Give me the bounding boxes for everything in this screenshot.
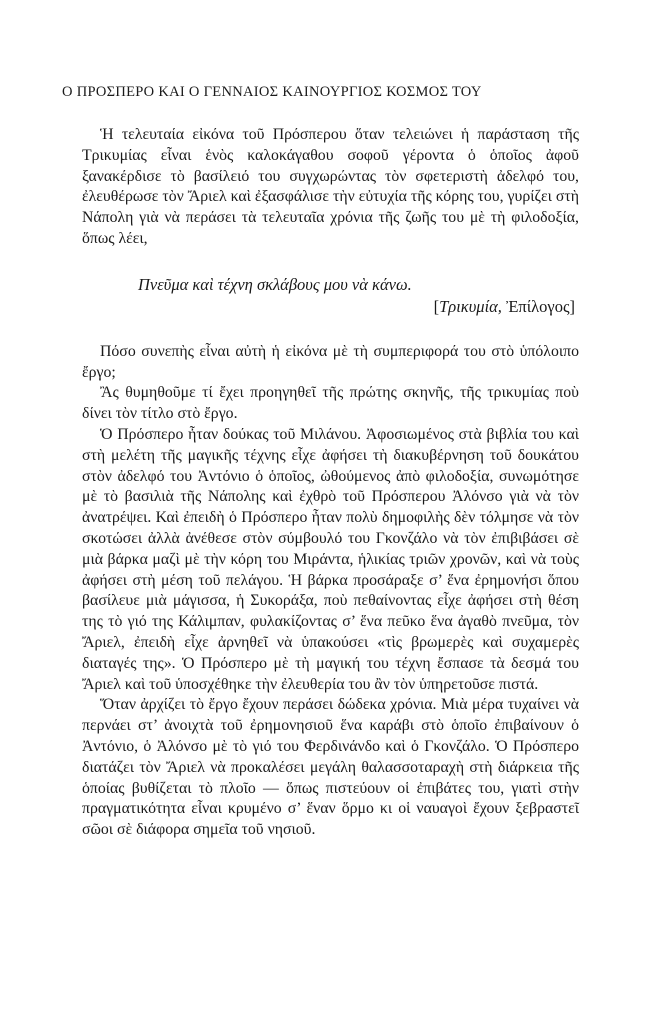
paragraph-1: Ἡ τελευταία εἰκόνα τοῦ Πρόσπερου ὅταν τελειώνει ἡ παράσταση τῆς Τρικυμίας εἶναι ἑνὸς καλοκάγαθου σοφοῦ γέροντα ὁ ὁποῖος ἀφοῦ ξανακέρδισε τὸ βασίλειό του συγχωρώντας τὸν σφετεριστὴ ἀδελφό του, ἐλευθέρωσε τὸν Ἄριελ καὶ ἐξασφάλισε τὴν εὐτυχία τῆς κόρης του, γυρίζει στὴ Νάπολη γιὰ νὰ περάσει τὰ τελευταῖα χρόνια τῆς ζωῆς του μὲ τὴ φιλοδοξία, ὅπως λέει, <box>82 126 579 247</box>
quote-source-title: Τρικυμία, <box>439 296 502 316</box>
quote-source <box>82 296 579 318</box>
spacer <box>82 318 579 342</box>
paragraph-2: Πόσο συνεπὴς εἶναι αὐτὴ ἡ εἰκόνα μὲ τὴ συμπεριφορά του στὸ ὑπόλοιπο ἔργο; <box>82 342 579 381</box>
quote-source-part: Ἐπίλογος] <box>501 296 575 316</box>
body-text <box>82 125 579 841</box>
paragraph-4: Ὁ Πρόσπερο ἦταν δούκας τοῦ Μιλάνου. Ἀφοσιωμένος στὰ βιβλία του καὶ στὴ μελέτη τῆς μαγικῆς τέχνης εἶχε ἀφήσει τὴ διακυβέρνηση τοῦ δουκάτου στὸν ἀδελφό του Ἀντόνιο ὁ ὁποῖος, ὠθούμενος ἀπὸ φιλοδοξία, συνωμότησε μὲ τὸ βασιλιὰ τῆς Νάπολης καὶ ἐχθρὸ τοῦ Πρόσπερου Ἀλόνσο γιὰ νὰ τὸν ἀνατρέψει. Καὶ ἐπειδὴ ὁ Πρόσπερο ἦταν πολὺ δημοφιλὴς δὲν τόλμησε νὰ τὸν σκοτώσει ἀλλὰ ἀνέθεσε στὸν σύμβουλό του Γκονζάλο νὰ τὸν ἐπιβιβάσει σὲ μιὰ βάρκα μαζὶ μὲ τὴν κόρη του Μιράντα, ἡλικίας τριῶν χρονῶν, καὶ νὰ τοὺς ἀφήσει στὴ μέση τοῦ πελάγου. Ἡ βάρκα προσάραξε σ’ ἕνα ἐρημονήσι ὅπου βασίλευε μιὰ μάγισσα, ἡ Συκοράξα, ποὺ πεθαίνοντας εἶχε ἀφήσει στὴ θέση της τὸ γιό της Κάλιμπαν, φυλακίζοντας σ’ ἕνα πεῦκο ἕνα ἀγαθὸ πνεῦμα, τὸν Ἄριελ, ἐπειδὴ εἶχε ἀρνηθεῖ νὰ ὑπακούσει «τὶς βρωμερὲς καὶ συχαμερὲς διαταγές της». Ὁ Πρόσπερο μὲ τὴ μαγική του τέχνη ἔσπασε τὰ δεσμά του Ἄριελ καὶ τοῦ ὑποσχέθηκε τὴν ἐλευθερία του ἂν τὸν ὑπηρετοῦσε πιστά. <box>82 425 579 693</box>
running-head: Ο ΠΡΟΣΠΕΡΟ ΚΑΙ Ο ΓΕΝΝΑΙΟΣ ΚΑΙΝΟΥΡΓΙΟΣ ΚΟΣΜΟΣ ΤΟΥ <box>62 84 482 100</box>
spacer <box>82 250 579 274</box>
paragraph-5: Ὅταν ἀρχίζει τὸ ἔργο ἔχουν περάσει δώδεκα χρόνια. Μιὰ μέρα τυχαίνει νὰ περνάει στ’ ἀνοιχτὰ τοῦ ἐρημονησιοῦ ἕνα καράβι στὸ ὁποῖο ἐπιβαίνουν ὁ Ἀντόνιο, ὁ Ἀλόνσο μὲ τὸ γιό του Φερδινάνδο καὶ ὁ Γκονζάλο. Ὁ Πρόσπερο διατάζει τὸν Ἄριελ νὰ προκαλέσει μεγάλη θαλασσοταραχὴ στὴ διάρκεια τῆς ὁποίας βυθίζεται τὸ πλοῖο — ὅπως πιστεύουν οἱ ἐπιβάτες του, γιατὶ στὴν πραγματικότητα εἶναι κρυμένο σ’ ἕναν ὅρμο κι οἱ ναυαγοὶ ἔχουν ξεβραστεῖ σῶοι σὲ διάφορα σημεῖα τοῦ νησιοῦ. <box>82 696 579 839</box>
verse-quote: Πνεῦμα καὶ τέχνη σκλάβους μου νὰ κάνω. <box>138 274 412 294</box>
quote-source-bracket: [ <box>433 296 440 316</box>
paragraph-3: Ἂς θυμηθοῦμε τί ἔχει προηγηθεῖ τῆς πρώτης σκηνῆς, τῆς τρικυμίας ποὺ δίνει τὸν τίτλο στὸ ἔργο. <box>82 384 579 423</box>
